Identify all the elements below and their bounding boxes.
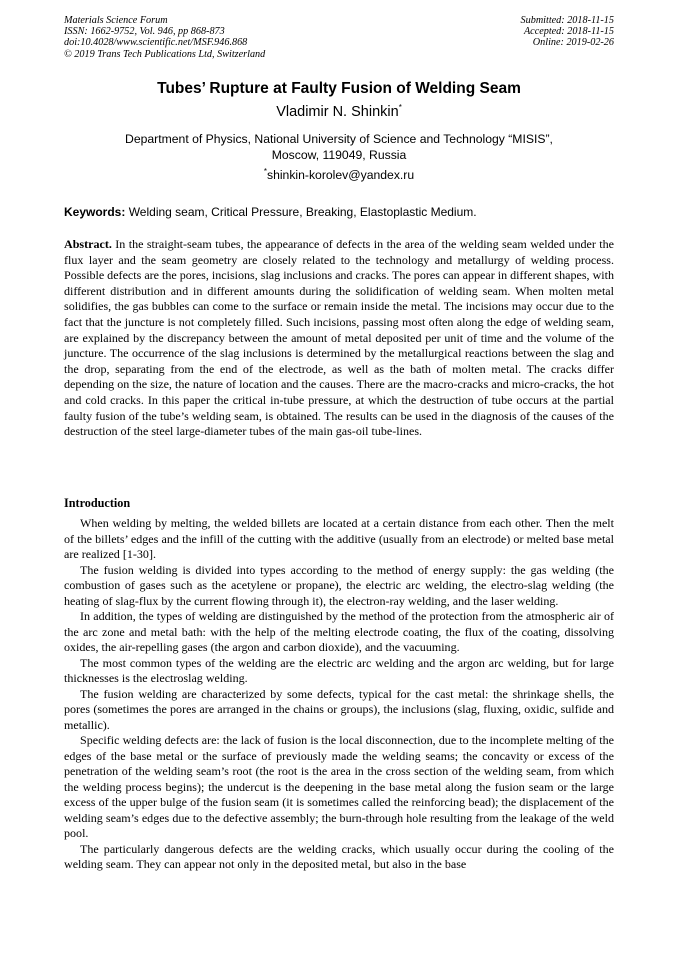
copyright-line: © 2019 Trans Tech Publications Ltd, Switzerland [64, 48, 266, 60]
accepted-date: Accepted: 2018-11-15 [523, 26, 614, 38]
author-name: Vladimir N. Shinkin [276, 104, 399, 120]
keywords-label: Keywords: [64, 205, 126, 219]
paragraph: The most common types of the welding are the electric arc welding and the argon arc welding, but for large thicknesses is the electroslag welding. [64, 655, 614, 685]
paragraph: The fusion welding is divided into types according to the method of energy supply: the gas welding (the combustion of gases such as the acetylene or propane), the electric arc welding, the electro-slag welding (the heating of slag-flux by the current flowing through it), the electron-ray welding, and the laser welding. [64, 562, 614, 608]
section-heading-introduction: Introduction [64, 496, 131, 510]
keywords [64, 205, 477, 219]
online-date: Online: 2019-02-26 [532, 37, 614, 49]
abstract-label: Abstract. [64, 237, 112, 251]
email-address: shinkin-korolev@yandex.ru [266, 168, 415, 182]
affiliation-line-1: Department of Physics, National University of Science and Technology “MISIS”, [125, 132, 553, 146]
abstract-text: In the straight-seam tubes, the appearance of defects in the area of the welding seam welded under the flux layer and the seam geometry are closely related to the technology and metallurgy of welding process. Possible defects are the pores, incisions, slag inclusions and cracks. The pores can appear in different shapes, with different distribution and in different amounts during the solidification of welding seam. When molten metal solidifies, the gas bubbles can come to the surface or remain inside the metal. The incisions may occur due to the fact that the juncture is not completely filled. Such incisions, passing most often along the edge of welding seam, are explained by the discrepancy between the amount of metal deposited per unit of time and the volume of the juncture. The occurrence of the slag inclusions is determined by the metallurgical reactions between the slag and the drop, separating from the end of the electrode, as well as the bath of molten metal. The cracks differ depending on the size, the nature of location and the causes. There are the macro-cracks and micro-cracks, the hot and cold cracks. In this paper the critical in-tube pressure, at which the destruction of tube occurs at the partial faulty fusion of the tube’s welding seam, is obtained. The results can be used in the diagnosis of the causes of the destruction of the steel large-diameter tubes of the main gas-oil tube-lines. [64, 237, 614, 439]
email-mark: * [263, 166, 267, 176]
issn-line: ISSN: 1662-9752, Vol. 946, pp 868-873 [64, 26, 225, 38]
affiliation-line-2: Moscow, 119049, Russia [271, 147, 407, 162]
keywords-text: Welding seam, Critical Pressure, Breaking, Elastoplastic Medium. [125, 205, 477, 219]
affiliation [0, 132, 678, 163]
paragraph: The fusion welding are characterized by some defects, typical for the cast metal: the shrinkage shells, the pores (sometimes the pores are arranged in the chains or groups), the inclusions (slag, fluxing, oxidic, sulfide and metallic). [64, 686, 614, 732]
doi-line: doi:10.4028/www.scientific.net/MSF.946.868 [64, 37, 248, 49]
paragraph: The particularly dangerous defects are the welding cracks, which usually occur during the cooling of the welding seam. They can appear not only in the deposited metal, but also in the base [64, 841, 614, 871]
introduction-body [64, 516, 614, 873]
paragraph: When welding by melting, the welded billets are located at a certain distance from each other. Then the melt of the billets’ edges and the infill of the cutting with the additive (usually from an electrode) or melted base metal are realized [1-30]. [64, 516, 614, 561]
author-mark: * [398, 103, 402, 113]
email-line [0, 168, 678, 182]
author-line [0, 104, 678, 120]
paragraph: Specific welding defects are: the lack of fusion is the local disconnection, due to the incomplete melting of the edges of the base metal or the surface of previously made the welding seams; the concavity or excess of the penetration of the welding seam’s root (the root is the area in the cross section of the welding seam, from which the welding process begins); the undercut is the deepening in the base metal along the fusion seam or the large excess of the upper bulge of the fusion seam (it is sometimes called the reinforcing bead); the displacement of the welding seam’s edges due to the defective assembly; the burn-through hole resulting from the leakage of the weld pool. [64, 733, 614, 840]
paper-title: Tubes’ Rupture at Faulty Fusion of Welding Seam [157, 80, 521, 97]
submitted-date: Submitted: 2018-11-15 [520, 15, 614, 26]
journal-info [64, 15, 265, 60]
paragraph: In addition, the types of welding are distinguished by the method of the protection from the atmospheric air of the arc zone and metal bath: with the help of the melting electrode coating, the flux of the coating, dissolving oxides, the air-repelling gases (the argon and carbon dioxide), and the vacuuming. [64, 609, 614, 654]
publication-dates [521, 15, 614, 49]
abstract [64, 237, 614, 440]
journal-name: Materials Science Forum [64, 15, 168, 26]
